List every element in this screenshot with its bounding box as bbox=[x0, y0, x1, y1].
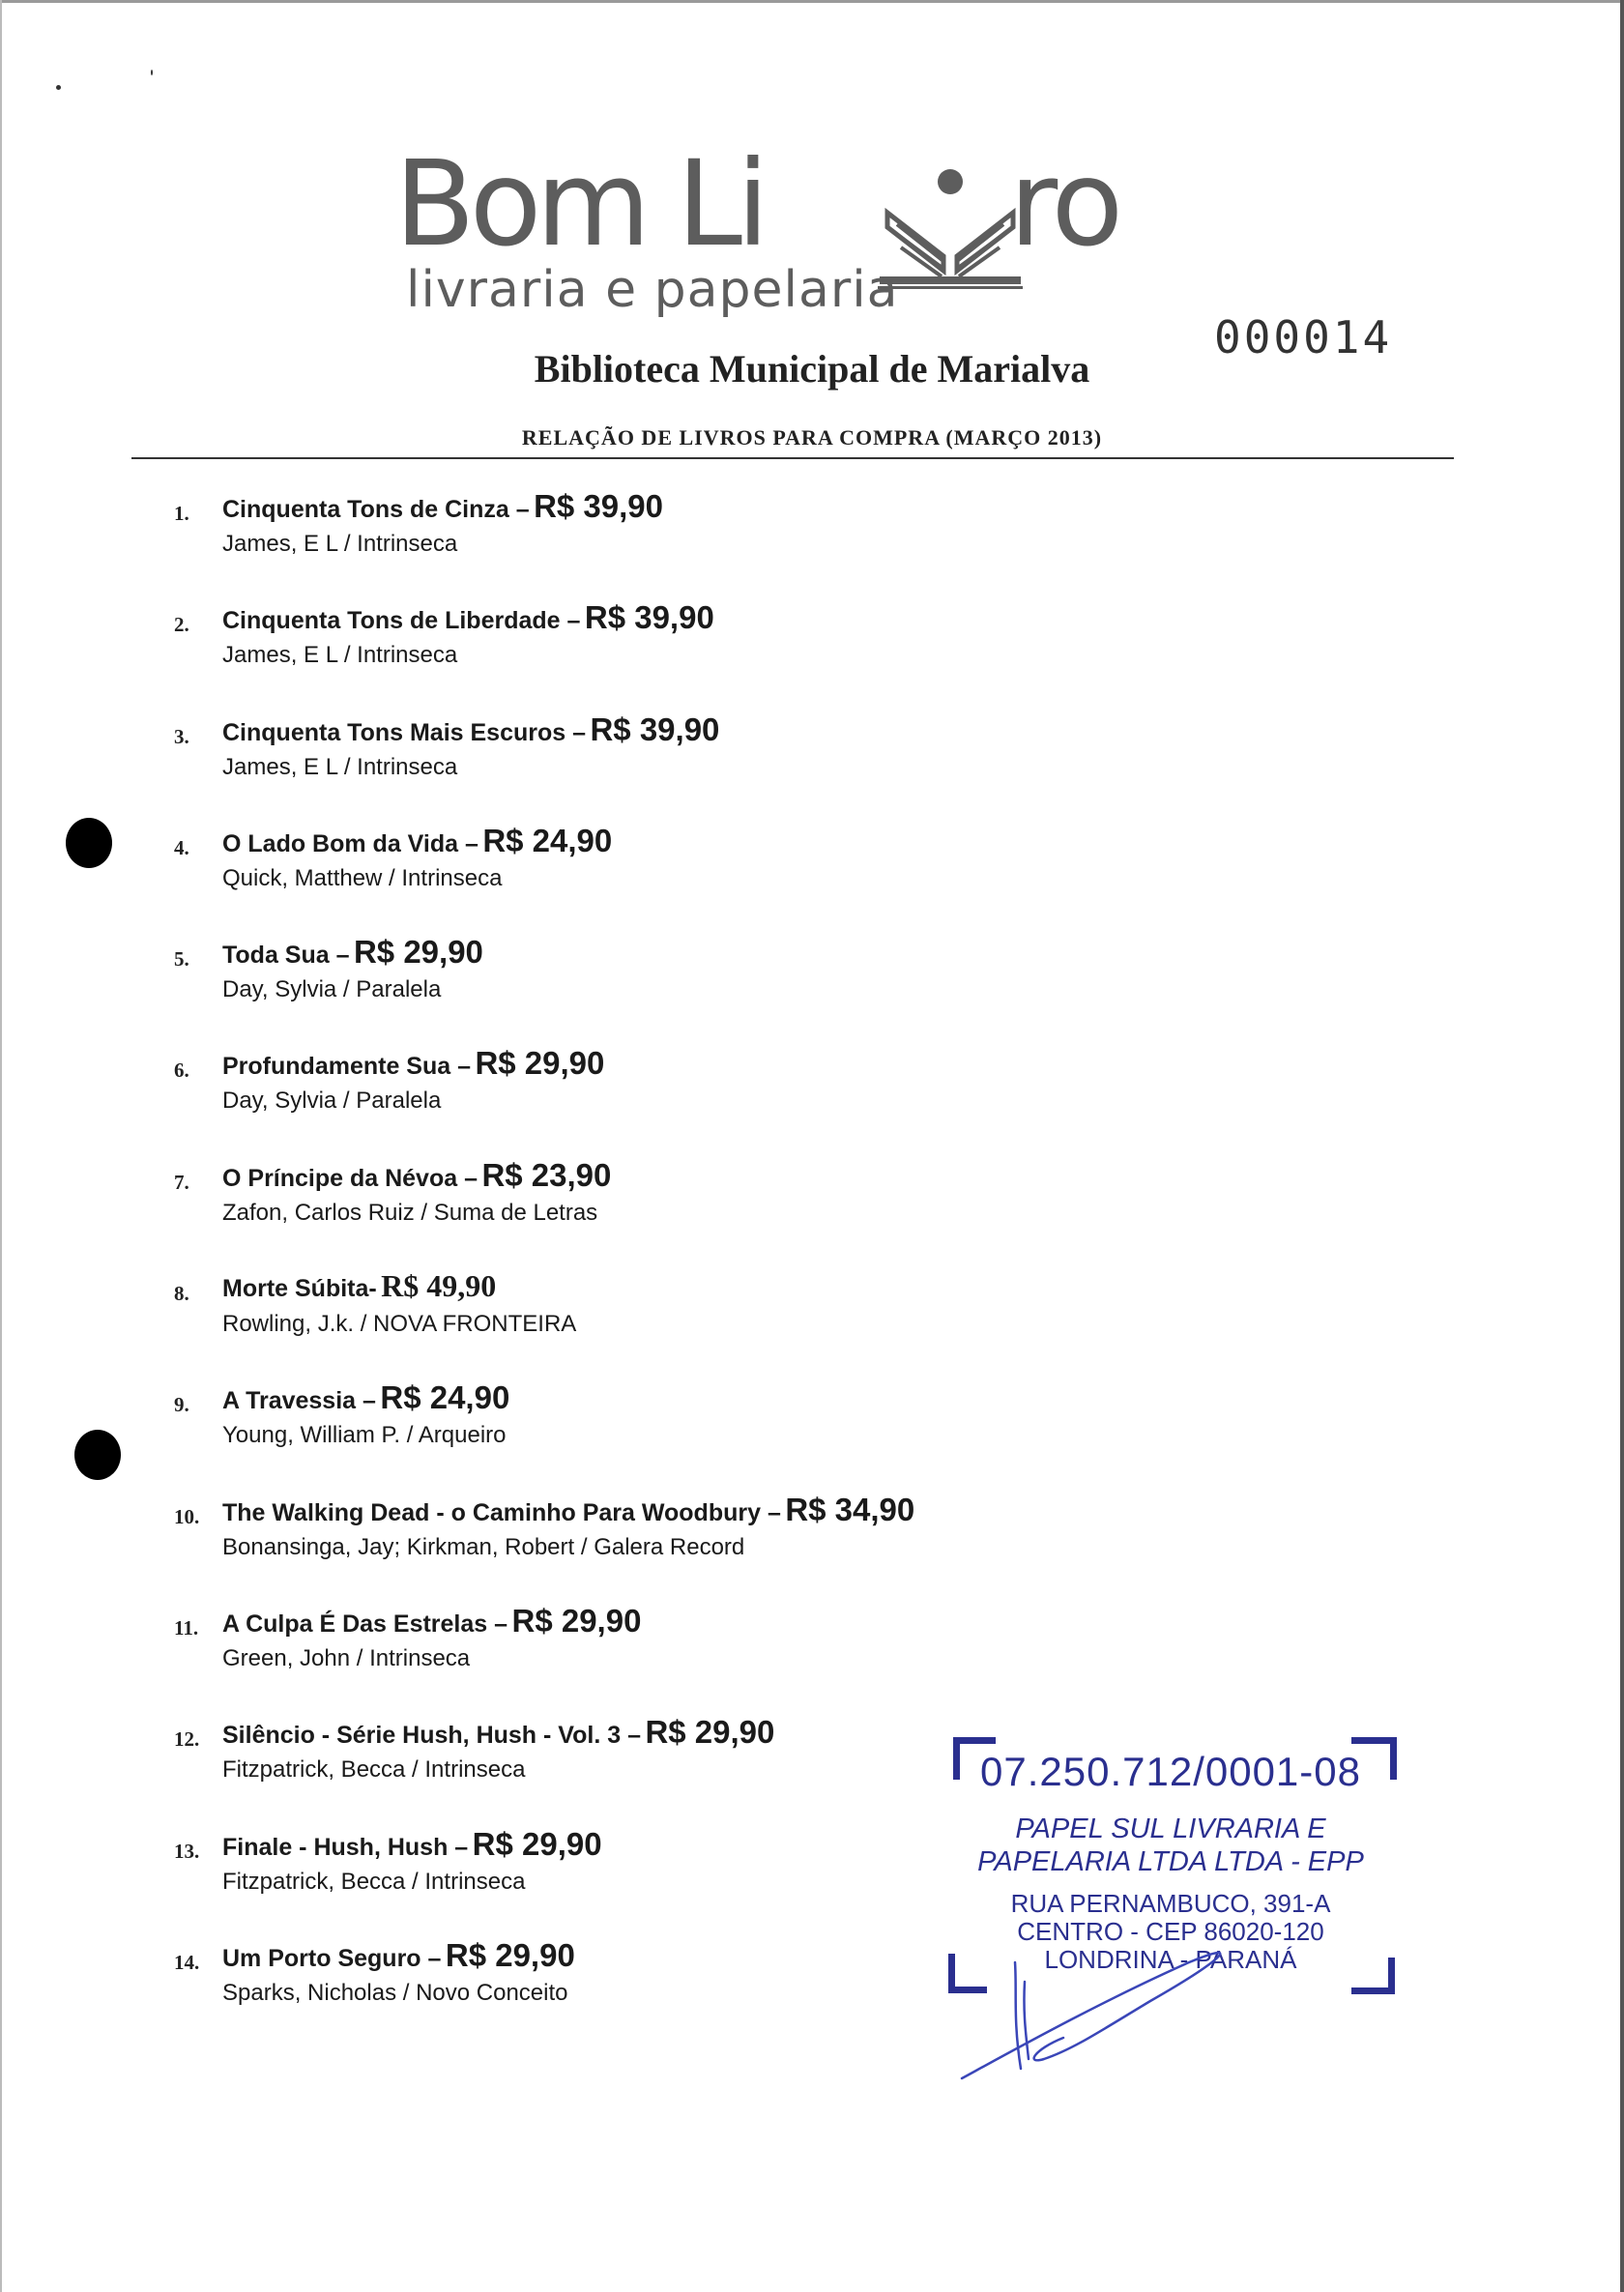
book-item bbox=[174, 711, 1044, 823]
stamp-address-line: RUA PERNAMBUCO, 391-A bbox=[1010, 1889, 1331, 1918]
book-author-publisher: Quick, Matthew / Intrinseca bbox=[222, 864, 503, 891]
book-number: 10. bbox=[174, 1504, 200, 1528]
book-title: Toda Sua – bbox=[222, 942, 350, 970]
book-author-publisher: Day, Sylvia / Paralela bbox=[222, 1088, 442, 1115]
stamp-company-line: PAPELARIA LTDA LTDA - EPP bbox=[977, 1846, 1364, 1877]
book-number: 1. bbox=[174, 502, 189, 525]
stamp-bracket bbox=[1351, 1737, 1394, 1744]
book-number: 9. bbox=[174, 1393, 189, 1417]
book-number: 11. bbox=[174, 1615, 199, 1639]
scan-edge-right bbox=[1620, 0, 1624, 2292]
scan-edge-left bbox=[0, 0, 2, 2292]
book-author-publisher: Zafon, Carlos Ruiz / Suma de Letras bbox=[222, 1199, 598, 1226]
book-number: 12. bbox=[174, 1727, 200, 1752]
logo-wordmark: Bom Li bbox=[394, 135, 764, 273]
book-number: 7. bbox=[174, 1170, 189, 1194]
scan-speck bbox=[151, 70, 153, 75]
book-author-publisher: Young, William P. / Arqueiro bbox=[222, 1422, 507, 1449]
book-number: 6. bbox=[174, 1059, 189, 1083]
book-title: Silêncio - Série Hush, Hush - Vol. 3 – bbox=[222, 1722, 641, 1750]
book-price: R$ 29,90 bbox=[475, 1045, 605, 1082]
document-serial-number: 000014 bbox=[1214, 311, 1393, 363]
punch-hole bbox=[66, 818, 112, 868]
book-number: 14. bbox=[174, 1950, 200, 1974]
logo-wordmark-end: ro bbox=[1009, 135, 1120, 273]
book-item bbox=[174, 599, 1044, 711]
book-number: 5. bbox=[174, 947, 189, 972]
book-number: 3. bbox=[174, 724, 189, 748]
book-number: 4. bbox=[174, 835, 189, 859]
stamp-company-line: PAPEL SUL LIVRARIA E bbox=[1015, 1813, 1326, 1844]
book-item bbox=[174, 823, 1044, 934]
book-price: R$ 34,90 bbox=[785, 1491, 915, 1527]
book-title: Um Porto Seguro – bbox=[222, 1944, 442, 1972]
book-price: R$ 24,90 bbox=[380, 1379, 510, 1416]
book-title: O Príncipe da Névoa – bbox=[222, 1164, 478, 1192]
book-price: R$ 29,90 bbox=[645, 1714, 775, 1751]
bookstore-logo bbox=[394, 135, 1197, 319]
book-title: Cinquenta Tons de Cinza – bbox=[222, 496, 530, 523]
book-price: R$ 29,90 bbox=[472, 1825, 602, 1862]
book-title: Morte Súbita- bbox=[222, 1275, 377, 1303]
book-price: R$ 29,90 bbox=[511, 1602, 642, 1639]
book-item bbox=[174, 1268, 1044, 1379]
book-title: A Culpa É Das Estrelas – bbox=[222, 1610, 508, 1638]
list-heading: RELAÇÃO DE LIVROS PARA COMPRA (MARÇO 2013) bbox=[521, 425, 1103, 450]
book-author-publisher: James, E L / Intrinseca bbox=[222, 753, 458, 780]
book-author-publisher: Day, Sylvia / Paralela bbox=[222, 976, 442, 1003]
scan-speck bbox=[56, 85, 61, 90]
stamp-bracket bbox=[953, 1737, 996, 1744]
stamp-cnpj: 07.250.712/0001-08 bbox=[979, 1749, 1361, 1794]
punch-hole bbox=[74, 1430, 121, 1480]
book-title: Cinquenta Tons de Liberdade – bbox=[222, 607, 581, 635]
book-author-publisher: Fitzpatrick, Becca / Intrinseca bbox=[222, 1756, 526, 1784]
book-price: R$ 29,90 bbox=[353, 934, 483, 971]
stamp-company-name bbox=[943, 1813, 1398, 1878]
book-item bbox=[174, 934, 1044, 1045]
book-item bbox=[174, 1714, 1044, 1825]
book-item bbox=[174, 1826, 1044, 1937]
book-price: R$ 39,90 bbox=[534, 488, 664, 524]
book-author-publisher: James, E L / Intrinseca bbox=[222, 642, 458, 669]
book-author-publisher: Rowling, J.k. / NOVA FRONTEIRA bbox=[222, 1311, 577, 1338]
book-price: R$ 39,90 bbox=[584, 599, 714, 636]
book-number: 13. bbox=[174, 1839, 200, 1863]
book-item bbox=[174, 1492, 1044, 1603]
scan-edge-top bbox=[0, 0, 1624, 3]
book-item bbox=[174, 1045, 1044, 1156]
book-price: R$ 39,90 bbox=[590, 711, 720, 747]
book-item bbox=[174, 488, 1044, 599]
book-title: A Travessia – bbox=[222, 1387, 376, 1415]
stamp-address-line: LONDRINA - PARANÁ bbox=[1044, 1945, 1297, 1974]
book-title: O Lado Bom da Vida – bbox=[222, 829, 478, 857]
logo-tagline: livraria e papelaria bbox=[406, 261, 899, 319]
book-title: Finale - Hush, Hush – bbox=[222, 1833, 469, 1861]
book-list bbox=[174, 488, 1044, 2048]
handwritten-signature bbox=[957, 1924, 1382, 2088]
book-author-publisher: Green, John / Intrinseca bbox=[222, 1644, 471, 1671]
book-item bbox=[174, 1157, 1044, 1268]
book-number: 2. bbox=[174, 613, 189, 637]
book-title: Cinquenta Tons Mais Escuros – bbox=[222, 718, 587, 746]
book-price: R$ 24,90 bbox=[482, 822, 613, 858]
book-title: The Walking Dead - o Caminho Para Woodbury – bbox=[222, 1498, 781, 1526]
library-title: Biblioteca Municipal de Marialva bbox=[534, 347, 1090, 391]
book-item bbox=[174, 1937, 1044, 2048]
book-title: Profundamente Sua – bbox=[222, 1053, 471, 1081]
book-price: R$ 23,90 bbox=[481, 1156, 612, 1193]
book-price: R$ 29,90 bbox=[445, 1936, 575, 1973]
book-author-publisher: Bonansinga, Jay; Kirkman, Robert / Galera Record bbox=[222, 1533, 745, 1560]
book-item bbox=[174, 1603, 1044, 1714]
heading-divider bbox=[131, 457, 1454, 459]
book-author-publisher: Fitzpatrick, Becca / Intrinseca bbox=[222, 1868, 526, 1895]
book-number: 8. bbox=[174, 1282, 189, 1306]
book-author-publisher: Sparks, Nicholas / Novo Conceito bbox=[222, 1979, 568, 2006]
stamp-address-line: CENTRO - CEP 86020-120 bbox=[1017, 1917, 1324, 1946]
open-book-icon bbox=[878, 164, 1023, 290]
book-item bbox=[174, 1379, 1044, 1491]
book-price: R$ 49,90 bbox=[381, 1268, 497, 1304]
book-author-publisher: James, E L / Intrinseca bbox=[222, 531, 458, 557]
